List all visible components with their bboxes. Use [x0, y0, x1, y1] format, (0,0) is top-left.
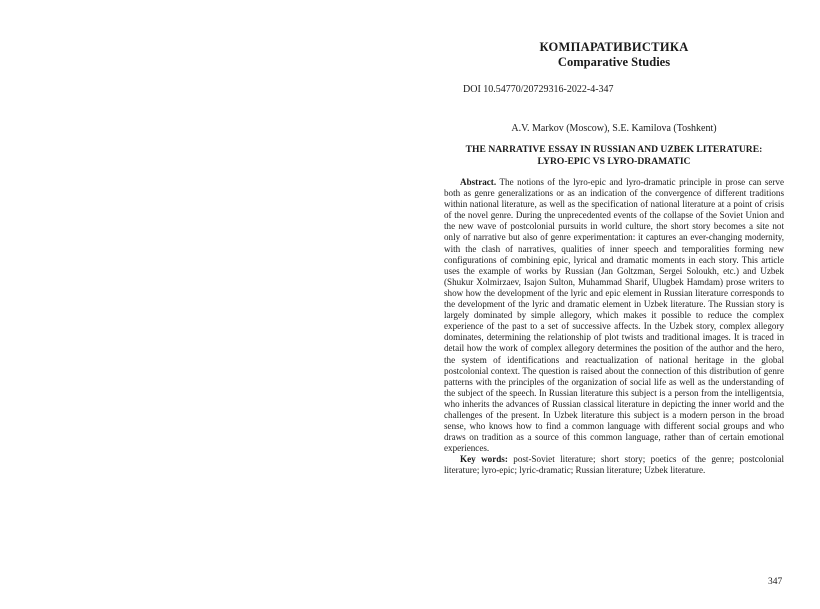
article-title — [444, 144, 784, 167]
section-heading-english: Comparative Studies — [557, 55, 671, 69]
keywords-paragraph — [444, 454, 784, 476]
section-heading-russian: КОМПАРАТИВИСТИКА — [539, 40, 689, 54]
doi-line: DOI 10.54770/20729316-2022-4-347 — [463, 84, 614, 95]
article-title-line-1: THE NARRATIVE ESSAY IN RUSSIAN AND UZBEK LITERATURE: — [465, 144, 763, 155]
keywords-text: post-Soviet literature; short story; poetics of the genre; postcolonial literature; lyro-epic; lyric-dramatic; Russian literature; Uzbek literature. — [444, 454, 784, 476]
article-title-line-2: LYRO-EPIC VS LYRO-DRAMATIC — [537, 155, 691, 167]
abstract-paragraph — [444, 177, 784, 454]
abstract-label: Abstract. — [460, 177, 497, 187]
abstract-text: The notions of the lyro-epic and lyro-dramatic principle in prose can serve both as genre generalizations or as an indication of the convergence of different traditions within national literature, as well as the specification of national literature at a point of crisis of the novel genre. During the unprecedented events of the collapse of the Soviet Union and the new wave of postcolonial pursuits in world culture, the short story becomes a site not only of narrative but also of genre experimentation: it captures an ever-changing modernity, with the clash of narratives, qualities of inner speech and temporalities forming new configurations of combining epic, lyrical and dramatic moments in each story. This article uses the example of works by Russian (Jan Goltzman, Sergei Soloukh, etc.) and Uzbek (Shukur Xolmirzaev, Isajon Sulton, Muhammad Sharif, Ulugbek Hamdam) prose writers to show how the development of the lyric and epic element in Russian literature corresponds to the development of the lyric and dramatic element in Uzbek literature. The Russian story is largely dominated by simple allegory, which makes it possible to reduce the complex experience of the past to a set of successive affects. In the Uzbek story, complex allegory dominates, determining the relationship of plot twists and traditional images. It is traced in detail how the work of complex allegory determines the position of the author and the hero, the system of identifications and reactualization of national heritage in the global postcolonial context. The question is raised about the connection of this distribution of genre patterns with the principles of the organization of social life as well as the understanding of the subject of the speech. In Russian literature this subject is a person from the intelligentsia, who inherits the advances of Russian classical literature in depicting the inner world and the challenges of the present. In Uzbek literature this subject is a modern person in the broad sense, who knows how to find a common language with different social groups and who draws on tradition as a source of this common language, rather than of certain emotional experiences. — [444, 177, 784, 454]
keywords-label: Key words: — [460, 454, 508, 465]
page-number: 347 — [768, 577, 783, 587]
authors-line: A.V. Markov (Moscow), S.E. Kamilova (Toshkent) — [511, 123, 717, 134]
abstract-block — [444, 177, 784, 477]
